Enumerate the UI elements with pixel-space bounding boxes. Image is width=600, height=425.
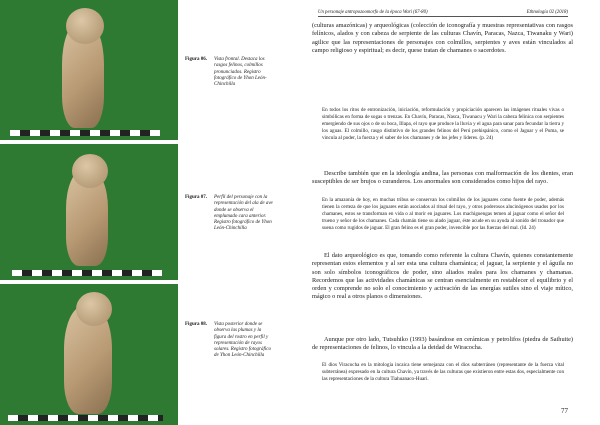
running-header <box>318 10 568 17</box>
running-title: Un personaje antropozoomorfo de la época Wari (67-80) <box>318 10 428 15</box>
body-paragraph: (culturas amazónicas) y arqueológicas (colección de iconografía y muestras representativas con rasgos felínicos, alados y con cabeza de serpiente de las culturas Chavín, Paracas, Nazca, Tiwanaku y Wari) agilice que las representaciones de personajes con colmillos, serpientes y aves están vinculados al campo religioso y espiritual; es decir, quese tratan de chamanes o sacerdotes. <box>312 22 573 54</box>
block-quote: En la amazonía de hoy, en muchas tribus se conservan los colmillos de los jaguares como fuente de poder, además tienen la certeza de que los jaguares están asociados al ritual del rayo, y otros poderosos alucinógenos usados por los chamanes, estos se transforman en vida o al morir en jaguares. Los machiguengas temen al jaguar como el señor del trueno y señor de los chamanes. Cada chamán tiene su alado jaguar, éste acude en su ayuda al sonido del tronador que suena como rugidos de jaguar. El gran felino es el gran poder, invencible por las fuerzas del mal. (Id. 24) <box>322 197 564 231</box>
figure-06-photo <box>0 0 178 140</box>
figure-label: Figura 07. <box>185 195 207 200</box>
scale-ruler <box>8 415 163 421</box>
figure-08-photo <box>0 284 178 425</box>
figure-caption-text: Vista posterior donde se observa las plumas y la figura del rostro en perfil y representación de rayos solares. Registro fotográfico de Yhon León-Chinchilla <box>214 322 271 359</box>
figure-label: Figura 06. <box>185 57 207 62</box>
figure-caption-text: Perfil del personaje con la representación del ala de ave donde se observa el emplumado cara anterior. Registro fotográfico de Yhon León-Chinchilla <box>214 195 273 232</box>
body-paragraph: Aunque por otro lado, Tutsuhiko (1993) basándose en cerámicas y petrolifos (piedra de Saihuite) de representaciones de felinos, lo vincula a la deidad de Wiracocha. <box>312 336 573 352</box>
figurine-head <box>72 154 108 188</box>
body-paragraph: El dato arqueológico es que, tomando como referente la cultura Chavín, quienes constantemente representan estos elementos y al ser esta una cultura chamánica; el jaguar, la serpiente y el águila no son solo símbolos iconográficos de poder, sino aliados reales para los chamanes y chamanas. Recordemos que las actividades chamánicas se centran esencialmente en restablecer el equilibrio y el orden y comprende no solo el conocimiento y activación de las energías sutiles sino el viaje mítico, mágico o real a otros planos o dimensiones. <box>312 252 573 301</box>
figure-label: Figura 08. <box>185 322 207 327</box>
scale-ruler <box>12 270 162 276</box>
block-quote: El dios Viracocha en la mitología incaica tiene semejanza con el dios subterráneo (representante de la fuerza vital subterránea) expresado en la cultura Chavín, ya través de las culturas que existieron entre estas dos, especialmente con las representaciones de la cultura Tiahuanaco-Huari. <box>322 362 564 382</box>
figurine-head <box>76 292 112 326</box>
journal-title: Ethnología 02 (2018) <box>526 10 568 15</box>
scale-ruler <box>10 130 160 136</box>
body-paragraph: Describe también que en la ideología andina, las personas con malformación de los dientes, eran susceptibles de ser brujos o curanderos. Los anormales son considerados como hijos del rayo. <box>312 170 573 186</box>
figure-07-photo <box>0 144 178 280</box>
page-number: 77 <box>561 407 568 415</box>
block-quote: En todos los ritos de entronización, iniciación, reformulación y propiciación aparecen las imágenes rituales vivas o simbólicas en forma de sogas o trenzas. En Chavín, Paracas, Nasca, Tiwanacu y Wari la cabeza felínica con serpientes emergiendo de sus ojos o de su boca, Illapa, el rayo que produce la lluvia y el agua para sanar para fecundar la tierra y los aguas. El colmillo, rasgo distintivo de los grandes felinos del Perú prehispánico, como el Jaguar y el Puma, se vincula al poder, la fuerza y el saber de los chamanes y de los jefes y líderes. (p. 24) <box>322 107 564 141</box>
figurine-head <box>66 8 104 44</box>
figure-caption-text: Vista frontal. Destaca los rasgos felinos, colmillos pronunciados. Registro fotográfico de Yhon León-Chinchilla <box>214 57 267 88</box>
